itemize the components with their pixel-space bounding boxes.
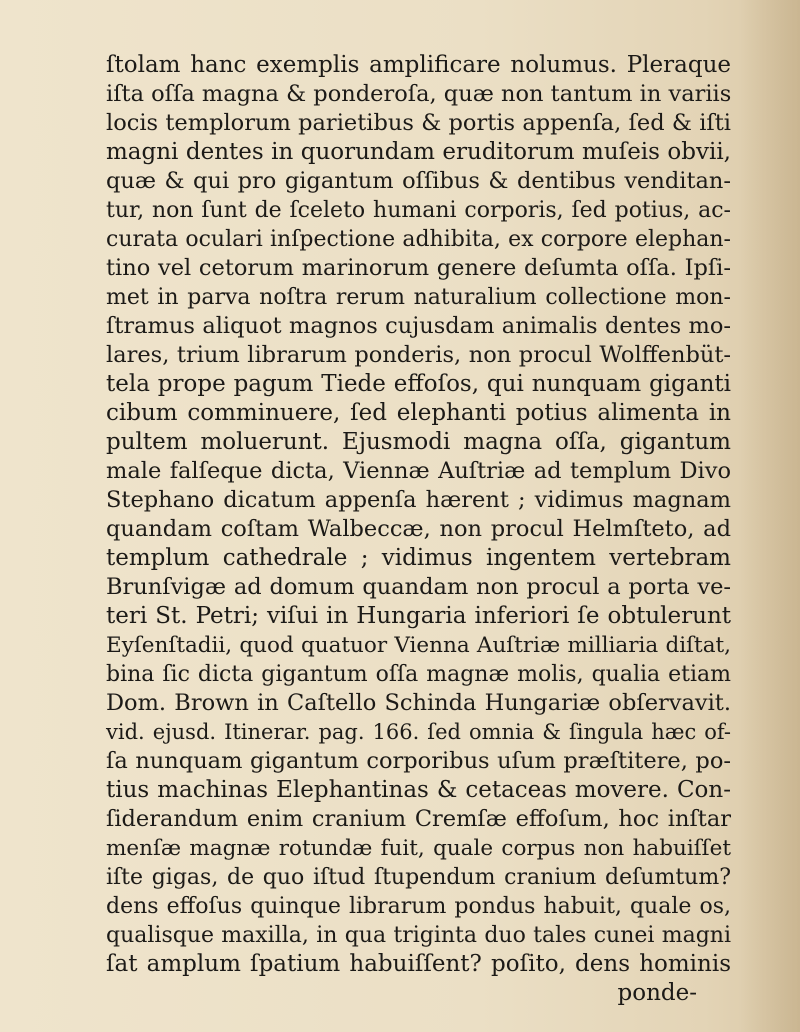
text-line: magni dentes in quorundam eruditorum muſeis obvii, xyxy=(106,139,731,165)
text-line: tur, non ſunt de ſceleto humani corporis, ſed potius, ac- xyxy=(106,198,731,223)
text-line: locis templorum parietibus & portis appenſa, ſed & iſti xyxy=(106,110,731,136)
text-line: cibum comminuere, ſed elephanti potius alimenta in xyxy=(106,400,731,426)
text-line: iſta oſſa magna & ponderoſa, quæ non tantum in variis xyxy=(106,81,732,107)
text-line: vid. ejusd. Itinerar. pag. 166. ſed omnia & ſingula hæc of- xyxy=(106,720,731,744)
text-line: teri St. Petri; viſui in Hungaria inferiori ſe obtulerunt xyxy=(106,603,731,629)
text-line: lares, trium librarum ponderis, non procul Wolffenbüt- xyxy=(106,342,731,368)
text-line: Dom. Brown in Caſtello Schinda Hungariæ obſervavit. xyxy=(106,690,731,716)
catchword: ponde- xyxy=(617,980,697,1006)
text-line: dens effoſus quinque librarum pondus habuit, quale os, xyxy=(106,894,731,919)
text-line: bina ſic dicta gigantum oſſa magnæ molis, qualia etiam xyxy=(106,662,731,687)
text-line: quæ & qui pro gigantum oſſibus & dentibus venditan- xyxy=(106,168,731,194)
text-line: ſtolam hanc exemplis amplificare nolumus. Pleraque xyxy=(106,52,731,78)
text-line: male falſeque dicta, Viennæ Auſtriæ ad templum Divo xyxy=(106,458,731,484)
body-text xyxy=(106,51,731,1008)
page-gutter-shadow xyxy=(740,0,800,1032)
text-line: ſat amplum ſpatium habuiſſent? poſito, dens hominis xyxy=(106,951,731,977)
text-line: iſte gigas, de quo iſtud ſtupendum cranium deſumtum? xyxy=(106,865,731,890)
text-line: ſtramus aliquot magnos cujusdam animalis dentes mo- xyxy=(106,313,731,339)
text-line: Brunſvigæ ad domum quandam non procul a porta ve- xyxy=(106,574,731,600)
text-line: met in parva noſtra rerum naturalium collectione mon- xyxy=(106,285,731,310)
text-line: ſiderandum enim cranium Cremſæ effoſum, hoc inſtar xyxy=(106,806,731,832)
text-line: templum cathedrale ; vidimus ingentem vertebram xyxy=(106,545,731,571)
text-line: tino vel cetorum marinorum genere deſumta oſſa. Ipſi- xyxy=(106,255,731,281)
text-line: Stephano dicatum appenſa hærent ; vidimus magnam xyxy=(106,487,731,513)
text-line: tela prope pagum Tiede effoſos, qui nunquam giganti xyxy=(106,371,731,397)
text-line: qualisque maxilla, in qua triginta duo tales cunei magni xyxy=(106,923,731,948)
text-line: quandam coſtam Walbeccæ, non procul Helmſteto, ad xyxy=(106,516,731,542)
text-line: pultem moluerunt. Ejusmodi magna oſſa, gigantum xyxy=(106,429,731,455)
text-line: tius machinas Elephantinas & cetaceas movere. Con- xyxy=(106,777,731,803)
text-line: curata oculari inſpectione adhibita, ex corpore elephan- xyxy=(106,227,731,252)
text-line: ſa nunquam gigantum corporibus uſum præſtitere, po- xyxy=(106,748,731,774)
text-line: menſæ magnæ rotundæ fuit, quale corpus non habuiſſet xyxy=(106,836,731,861)
text-line: Eyſenſtadii, quod quatuor Vienna Auſtriæ milliaria diſtat, xyxy=(106,633,731,658)
